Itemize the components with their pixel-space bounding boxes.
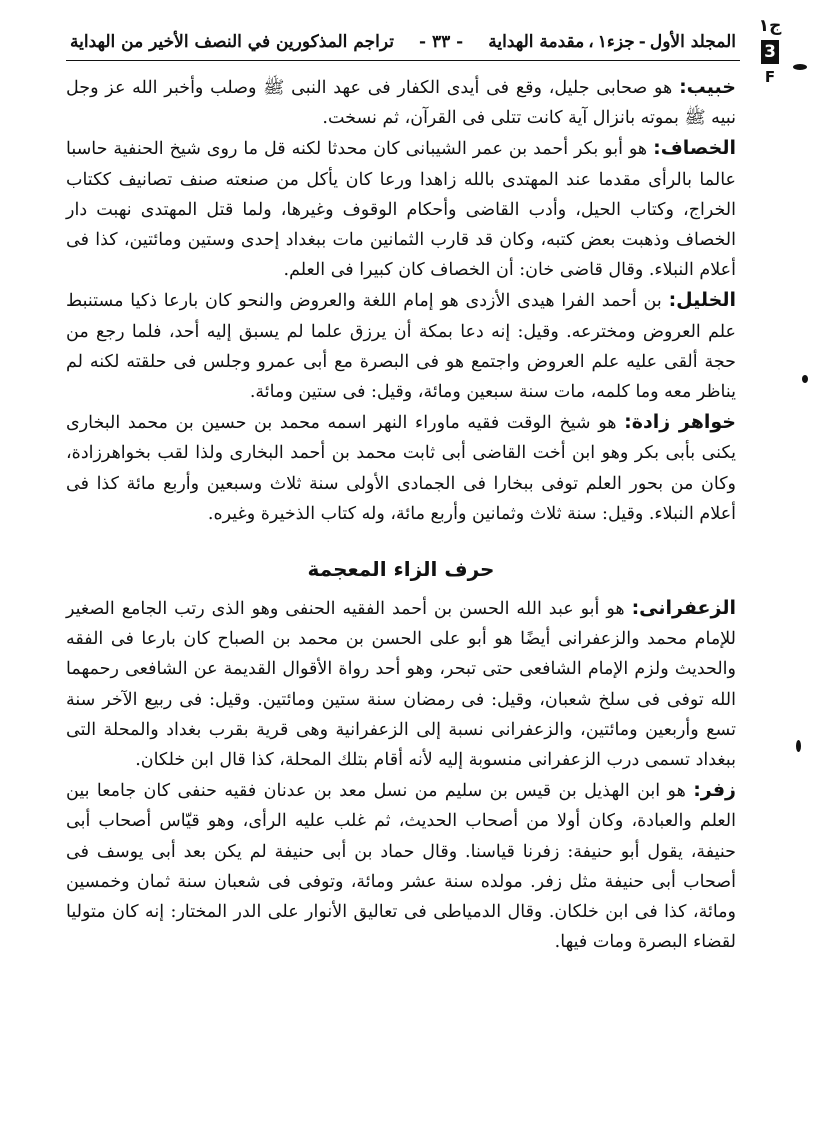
entry-term: الزعفرانى: — [631, 597, 736, 620]
scan-speck — [793, 64, 807, 70]
header-divider — [66, 60, 740, 61]
scan-speck — [802, 375, 808, 383]
entry-zafarani — [66, 593, 736, 775]
entry-term: خواهر زادة: — [624, 411, 736, 434]
entry-text: هو أبو بكر أحمد بن عمر الشيبانى كان محدثا لكنه قل ما روى شيخ الحنفية حاسبا عالما بالرأى مقدما عند المهتدى بالله زاهدا ورعا كان يأكل من صنعته صنف تصانيف ككتاب الخراج، وكتاب الحيل، وأدب القاضى وأحكام الوقوف وغيرها، ولما قتل المهتدى نهبت دار الخصاف وذهبت بعض كتبه، وكان قد قارب الثمانين مات ببغداد إحدى وستين ومائتين، كذا فى أعلام النبلاء. وقال قاضى خان: أن الخصاف كان كبيرا فى العلم. — [66, 139, 736, 281]
entry-text: هو أبو عبد الله الحسن بن أحمد الفقيه الحنفى وهو الذى رتب الجامع الصغير للإمام محمد والزعفرانى أيضًا هو أبو على الحسن بن محمد بن الصباح كان بارعا فى الفقه والحديث ولزم الإمام الشافعى حتى تبحر، وهو أحد رواة الأقوال القديمة عن الشافعى رحمهما الله توفى فى سلخ شعبان، وقيل: فى رمضان سنة ستين ومائتين. وقيل: فى ربيع الآخر سنة تسع وأربعين ومائتين، والزعفرانى نسبة إلى الزعفرانية وهى قرية بقرب بغداد والمحلة التى ببغداد تسمى درب الزعفرانى منسوبة إليه لأنه أقام بتلك المحلة، كذا قال ابن خلكان. — [66, 599, 736, 771]
header-volume-info: المجلد الأول - جزء١ ، مقدمة الهداية — [488, 32, 736, 52]
margin-letter: F — [764, 68, 776, 86]
entry-term: الخصاف: — [653, 137, 736, 160]
margin-number: 3 — [761, 40, 779, 64]
section-heading: حرف الزاء المعجمة — [307, 557, 495, 582]
entry-zufar — [66, 775, 736, 957]
entry-text: هو ابن الهذيل بن قيس بن سليم من نسل معد بن عدنان فقيه حنفى كان جامعا بين العلم والعبادة، وكان أولا من أصحاب الحديث، ثم غلب عليه الرأى، وهو قيّاس أصحاب أبى حنيفة، يقول أبو حنيفة: زفرنا قياسنا. وقال حماد بن أبى حنيفة لم يكن بعد أبى يوسف فى أصحاب أبى حنيفة مثل زفر. مولده سنة عشر ومائة، وتوفى فى شعبان سنة ثمان وخمسين ومائة، كذا فى ابن خلكان. وقال الدمياطى فى تعاليق الأنوار على الدر المختار: إنه كان متوليا لقضاء البصرة ومات فيها. — [66, 781, 736, 953]
entry-khwahar-zada — [66, 407, 736, 529]
header-section: مقدمة الهداية — [488, 32, 585, 52]
page-number: - ٣٣ - — [419, 32, 464, 52]
entry-term: الخليل: — [668, 289, 736, 312]
page-body — [66, 72, 736, 957]
entry-term: خبيب: — [679, 76, 736, 98]
header-part: جزء١ — [597, 32, 635, 52]
entry-text: بن أحمد الفرا هيدى الأزدى هو إمام اللغة والعروض والنحو كان بارعا ذكيا مستنبط علم العروض ومخترعه. وقيل: إنه دعا بمكة أن يرزق علما لم يسبق إليه أحد، فلما رجع من حجة ألقى عليه علم العروض واجتمع هو فى البصرة مع أبى عمرو وجلس فى حلقته لكنه لم يناظر معه وما كلمه، مات سنة سبعين ومائة، وقيل: فى ستين ومائة. — [66, 291, 736, 403]
entry-khalil — [66, 285, 736, 407]
entry-text: هو صحابى جليل، وقع فى أيدى الكفار فى عهد النبى ﷺ وصلب وأخبر الله عز وجل نبيه ﷺ بموته بانزال آية كانت تتلى فى القرآن، ثم نسخت. — [66, 78, 736, 129]
margin-thumb-tab — [757, 16, 783, 86]
chapter-title: تراجم المذكورين في النصف الأخير من الهداية — [70, 32, 394, 52]
header-volume: المجلد الأول — [649, 32, 736, 52]
scan-speck — [796, 740, 801, 752]
entry-text: هو شيخ الوقت فقيه ماوراء النهر اسمه محمد بن حسين بن محمد البخارى يكنى بأبى بكر وهو ابن أخت القاضى أبى ثابت محمد بن أحمد البخارى ولذا لقب بخواهرزادة، وكان من بحور العلم توفى ببخارا فى الجمادى الأولى سنة ثلاث وسبعين وأربع مائة كذا فى أعلام النبلاء. وقيل: سنة ثلاث وثمانين وأربع مائة، وله كتاب الذخيرة وغيره. — [66, 413, 736, 524]
entry-term: زفر: — [693, 779, 736, 802]
margin-volume-mark: ج١ — [758, 16, 782, 36]
running-header — [70, 28, 736, 56]
entry-khubayb — [66, 72, 736, 133]
entry-khassaf — [66, 133, 736, 285]
